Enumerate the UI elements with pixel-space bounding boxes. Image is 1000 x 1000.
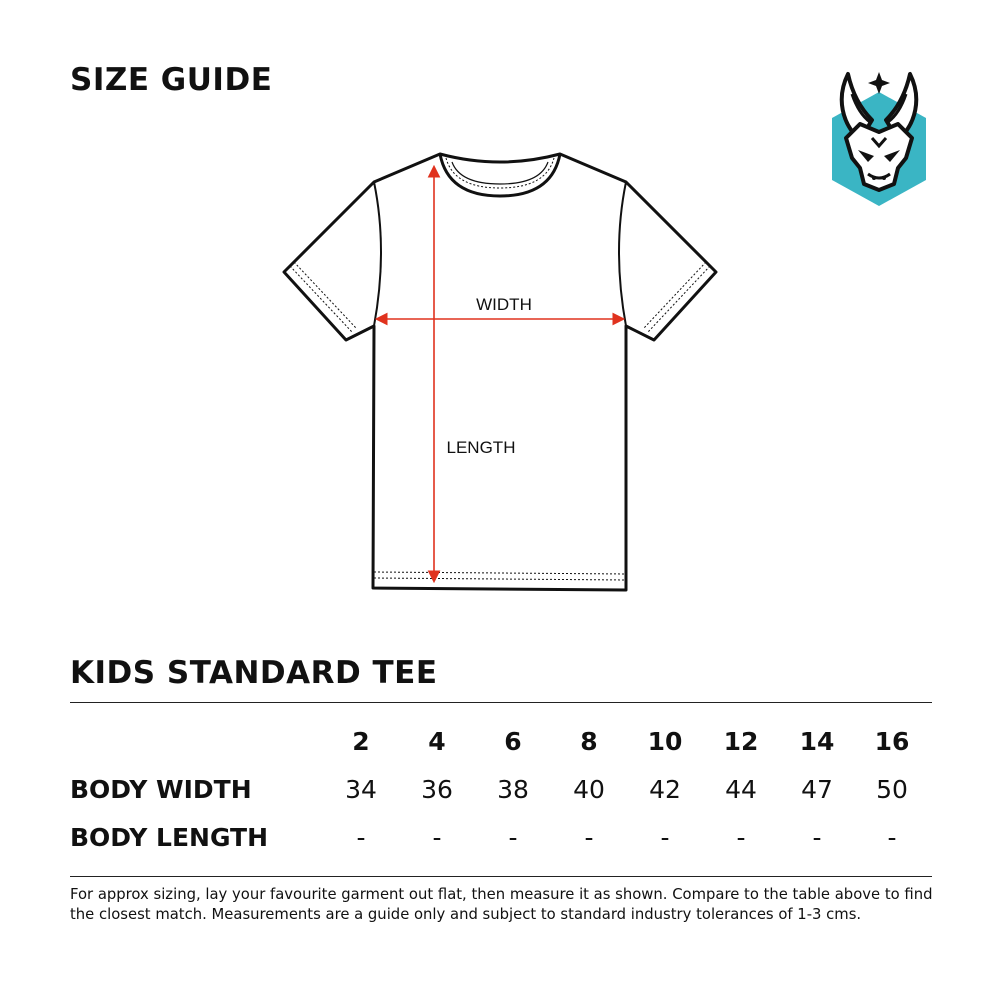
table-cell: 50 <box>876 775 908 804</box>
table-cell: - <box>432 823 442 852</box>
table-cell: 38 <box>497 775 529 804</box>
table-cell: 42 <box>649 775 681 804</box>
table-cell: - <box>356 823 366 852</box>
tshirt-diagram <box>270 140 730 610</box>
table-cell: 34 <box>345 775 377 804</box>
size-header-cell: 14 <box>799 727 835 756</box>
size-header-cell: 4 <box>428 727 446 756</box>
page-title: SIZE GUIDE <box>70 62 273 98</box>
size-header-cell: 16 <box>874 727 910 756</box>
table-cell: - <box>736 823 746 852</box>
size-header-cell: 8 <box>580 727 598 756</box>
table-row-body-length <box>70 823 932 863</box>
sizing-note: For approx sizing, lay your favourite garment out flat, then measure it as shown. Compare to the table above to find the closest match. Measurements are a guide only and subject to standard industry tolerances of 1-3 cms. <box>70 886 933 923</box>
table-cell: - <box>887 823 897 852</box>
table-row-body-width <box>70 775 932 815</box>
table-cell: - <box>584 823 594 852</box>
row-label: BODY WIDTH <box>70 775 252 804</box>
row-label: BODY LENGTH <box>70 823 269 852</box>
length-label: LENGTH <box>446 438 516 457</box>
table-bottom-rule <box>70 876 932 877</box>
table-cell: 36 <box>421 775 453 804</box>
size-header-cell: 10 <box>647 727 683 756</box>
table-cell: - <box>508 823 518 852</box>
size-header-row <box>70 727 932 767</box>
table-cell: 44 <box>725 775 757 804</box>
width-label: WIDTH <box>476 295 532 314</box>
table-cell: - <box>812 823 822 852</box>
size-header-cell: 12 <box>723 727 759 756</box>
table-cell: - <box>660 823 670 852</box>
tshirt-outline <box>284 154 716 590</box>
product-title: KIDS STANDARD TEE <box>70 655 438 691</box>
size-header-cell: 6 <box>504 727 522 756</box>
table-cell: 47 <box>801 775 833 804</box>
size-header-cell: 2 <box>352 727 370 756</box>
table-cell: 40 <box>573 775 605 804</box>
dragon-logo-icon <box>828 62 930 210</box>
table-top-rule <box>70 702 932 703</box>
